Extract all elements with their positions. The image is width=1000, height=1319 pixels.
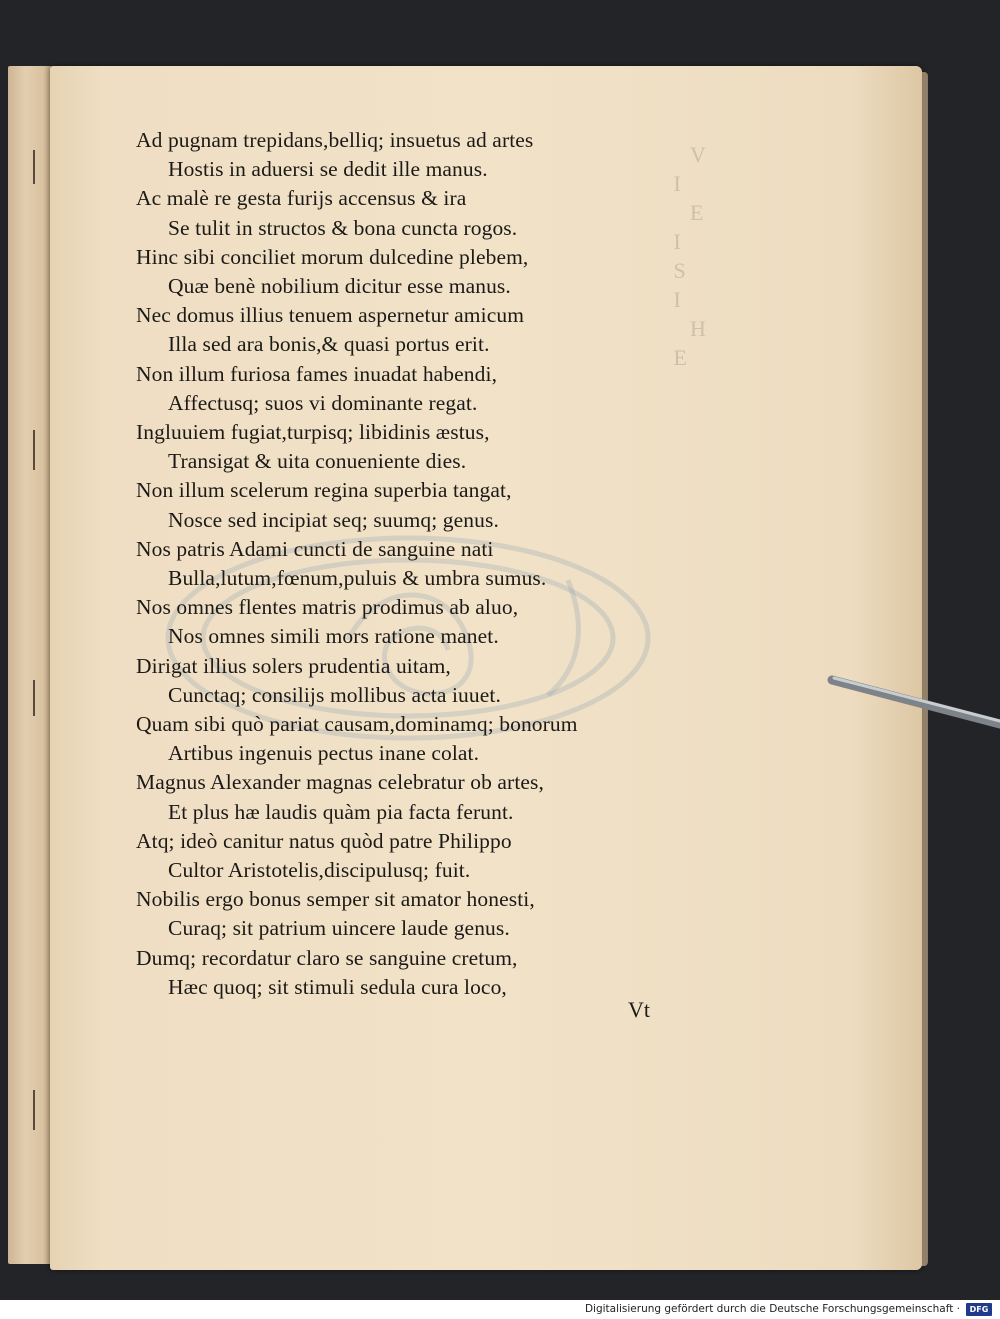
verse-line: Quæ benè nobilium dicitur esse manus.: [168, 274, 511, 299]
verse-line: Dumq; recordatur claro se sanguine cretum,: [136, 945, 518, 970]
verse-line: Non illum furiosa fames inuadat habendi,: [136, 361, 498, 386]
binding-stitch: [33, 430, 35, 470]
footer-credit: Digitalisierung gefördert durch die Deutsche Forschungsgemeinschaft ·: [584, 1303, 960, 1315]
footer-bar: [0, 1300, 1000, 1319]
verse-line: Non illum scelerum regina superbia tangat,: [136, 478, 512, 503]
verse-line: Nos omnes flentes matris prodimus ab aluo,: [136, 595, 519, 620]
verse-line: Quam sibi quò pariat causam,dominamq; bonorum: [136, 712, 578, 737]
verse-line: Bulla,lutum,fœnum,puluis & umbra sumus.: [168, 566, 547, 591]
binding-stitch: [33, 150, 35, 184]
verse-block: [136, 126, 676, 1002]
verse-line: Affectusq; suos vi dominante regat.: [168, 390, 478, 415]
previous-page-edge: [8, 66, 52, 1264]
verse-line: Hæc quoq; sit stimuli sedula cura loco,: [168, 974, 507, 999]
verse-line: Hinc sibi conciliet morum dulcedine plebem,: [136, 244, 529, 269]
dfg-logo-icon: DFG: [966, 1303, 992, 1316]
pointer-stick-icon: [820, 672, 1000, 736]
verse-line: Cunctaq; consilijs mollibus acta iuuet.: [168, 682, 501, 707]
reverse-side-showthrough: V I E I S I H E: [668, 142, 706, 370]
verse-line: Hostis in aduersi se dedit ille manus.: [168, 157, 488, 182]
verse-line: Transigat & uita conueniente dies.: [168, 449, 467, 474]
verse-line: Nec domus illius tenuem aspernetur amicum: [136, 303, 525, 328]
verse-line: Nos omnes simili mors ratione manet.: [168, 624, 499, 649]
verse-line: Cultor Aristotelis,discipulusq; fuit.: [168, 858, 471, 883]
verse-line: Artibus ingenuis pectus inane colat.: [168, 741, 480, 766]
verse-line: Ingluuiem fugiat,turpisq; libidinis æstus,: [136, 420, 490, 445]
verse-line: Atq; ideò canitur natus quòd patre Philippo: [136, 828, 512, 853]
catchword: Vt: [628, 997, 650, 1022]
verse-line: Dirigat illius solers prudentia uitam,: [136, 653, 451, 678]
verse-line: Ac malè re gesta furijs accensus & ira: [136, 186, 467, 211]
verse-line: Nosce sed incipiat seq; suumq; genus.: [168, 507, 499, 532]
verse-line: Curaq; sit patrium uincere laude genus.: [168, 916, 510, 941]
verse-line: Nobilis ergo bonus semper sit amator honesti,: [136, 887, 535, 912]
binding-stitch: [33, 1090, 35, 1130]
verse-line: Illa sed ara bonis,& quasi portus erit.: [168, 332, 490, 357]
binding-stitch: [33, 680, 35, 716]
verse-line: Nos patris Adami cuncti de sanguine nati: [136, 536, 494, 561]
verse-line: Magnus Alexander magnas celebratur ob artes,: [136, 770, 544, 795]
verse-line: Ad pugnam trepidans,belliq; insuetus ad artes: [136, 128, 534, 152]
verse-line: Et plus hæ laudis quàm pia facta ferunt.: [168, 799, 514, 824]
verse-line: Se tulit in structos & bona cuncta rogos.: [168, 215, 518, 240]
